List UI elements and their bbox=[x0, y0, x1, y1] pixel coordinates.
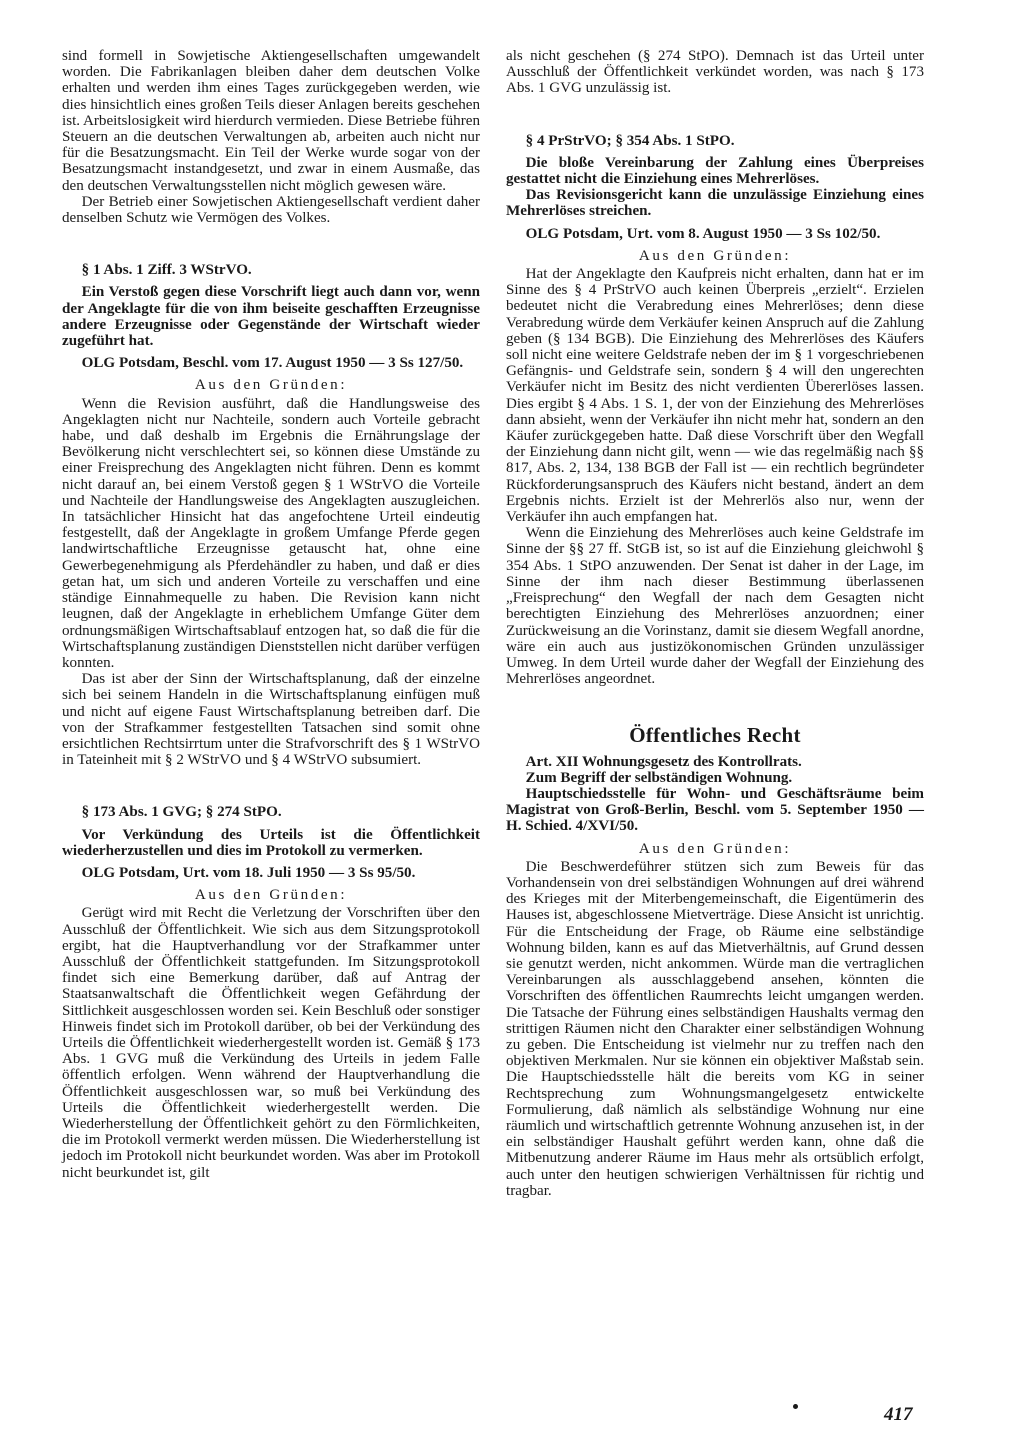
case-section bbox=[506, 133, 924, 688]
left-column bbox=[62, 48, 480, 1181]
statute-reference: § 1 Abs. 1 Ziff. 3 WStrVO. bbox=[81, 262, 252, 279]
continuation-paragraph: als nicht geschehen (§ 274 StPO). Demnach ist das Urteil unter Ausschluß der Öffentlichkeit verkündet worden, was nach § 173 Abs. 1 GVG unzulässig ist. bbox=[506, 48, 924, 97]
body-paragraph: Wenn die Revision ausführt, daß die Handlungsweise des Angeklagten nicht nur Nachteile, sondern auch Vorteile gebracht habe, und daß deshalb im Ergebnis die Ernährungslage der Bevölkerung nicht verschlechtert sei, so können diese Umstände zu einer Freisprechung des Angeklagten nicht führen. Denn es kommt nicht darauf an, bei einem Verstoß gegen § 1 WStrVO die Vorteile und Nachteile der Handlungsweise des Angeklagten auszugleichen. In tatsächlicher Hinsicht hat das angefochtene Urteil eindeutig festgestellt, daß der Angeklagte in großem Umfange Pferde gegen landwirtschaftliche Erzeugnisse getauscht hat, ohne eine Gewerbegenehmigung als Pferdehändler zu haben, und daß er dies getan hat, um sich und anderen Vorteile zu verschaffen und eine ständige Einnahmequelle zu haben. Die Revision kann nicht leugnen, daß der Angeklagte in erheblichem Umfange Güter dem ordnungsmäßigen Wirtschaftsablauf entzogen hat, so daß die für die Wirtschaftsplanung zuständigen Dienststellen nicht darüber verfügen konnten. bbox=[62, 395, 480, 671]
case-holding: Das Revisionsgericht kann die unzulässige Einziehung eines Mehrerlöses streichen. bbox=[506, 187, 924, 220]
statute-reference: § 4 PrStrVO; § 354 Abs. 1 StPO. bbox=[525, 132, 735, 149]
body-paragraph: Das ist aber der Sinn der Wirtschaftsplanung, daß der einzelne sich bei seinem Handeln in die Wirtschaftsplanung einfügen muß und nicht auf eigene Faust Wirtschaftsplanung betreiben darf. Die von der Strafkammer festgestellten Tatsachen sind somit ohne ersichtlichen Rechtsirrtum unter die Strafvorschrift des § 1 WStrVO in Tateinheit mit § 2 WStrVO und § 4 WStrVO subsumiert. bbox=[62, 671, 480, 769]
reasons-heading: Aus den Gründen: bbox=[638, 247, 792, 264]
statute-reference: Art. XII Wohnungsgesetz des Kontrollrats. bbox=[525, 753, 802, 770]
case-holding: Ein Verstoß gegen diese Vorschrift liegt auch dann vor, wenn der Angeklagte für die von ihm beiseite geschafften Erzeugnisse andere Erzeugnisse oder Gegenstände der Wirtschaft wieder zugeführt hat. bbox=[62, 284, 480, 350]
case-section bbox=[62, 804, 480, 1180]
case-section bbox=[506, 754, 924, 1199]
court-citation: OLG Potsdam, Beschl. vom 17. August 1950 — 3 Ss 127/50. bbox=[81, 355, 464, 372]
case-subject: Zum Begriff der selbständigen Wohnung. bbox=[525, 769, 793, 786]
statute-reference: § 173 Abs. 1 GVG; § 274 StPO. bbox=[81, 804, 282, 821]
reasons-heading: Aus den Gründen: bbox=[194, 887, 348, 904]
body-paragraph: Gerügt wird mit Recht die Verletzung der Vorschriften über den Ausschluß der Öffentlichkeit. Wie sich aus dem Sitzungsprotokoll ergibt, hat die Hauptverhandlung vor der Strafkammer unter Ausschluß der Öffentlichkeit stattgefunden. Im Sitzungsprotokoll findet sich eine Bemerkung darüber, daß auf Antrag der Staatsanwaltschaft die Öffentlichkeit wegen Gefährdung der Sittlichkeit ausgeschlossen worden sei. Kein Beschluß oder sonstiger Hinweis findet sich im Protokoll darüber, ob bei der Verkündung des Urteils die Öffentlichkeit wiederhergestellt worden ist. Gemäß § 173 Abs. 1 GVG muß die Verkündung des Urteils in jedem Falle öffentlich erfolgen. Wenn während der Hauptverhandlung die Öffentlichkeit ausgeschlossen war, so muß bei Verkündung des Urteils die Öffentlichkeit wiederhergestellt werden. Die Wiederherstellung der Öffentlichkeit gehört zu den Förmlichkeiten, die im Protokoll vermerkt werden müssen. Die Wiederherstellung ist jedoch im Protokoll nicht beurkundet worden. Was aber im Protokoll nicht beurkundet ist, gilt bbox=[62, 905, 480, 1181]
reasons-heading: Aus den Gründen: bbox=[638, 840, 792, 857]
reasons-heading: Aus den Gründen: bbox=[194, 377, 348, 394]
intro-paragraph: Der Betrieb einer Sowjetischen Aktiengesellschaft verdient daher denselben Schutz wie Vermögen des Volkes. bbox=[62, 193, 480, 227]
case-section bbox=[62, 262, 480, 768]
body-paragraph: Hat der Angeklagte den Kaufpreis nicht erhalten, dann hat er im Sinne des § 4 PrStrVO auch keinen Überpreis „erzielt“. Erzielen bedeutet nicht die Verabredung eines Mehrerlöses; denn diese Verabredung würde dem Verkäufer keinen Anspruch auf die Zahlung geben (§ 134 BGB). Die Einziehung des Mehrerlöses des Käufers soll nicht eine weitere Geldstrafe neben der im § 1 vorgeschriebenen Gefängnis- und Geldstrafe sein, sondern § 4 will den ungerechten Verkäufer nicht im Besitz des nicht verdienten Übererlöses lassen. Dies ergibt § 4 Abs. 1 S. 1, der von der Einziehung des Mehrerlöses dann absieht, wenn der Verkäufer ihn nicht mehr hat, sondern an den Käufer zurückgegeben hatte. Daß diese Vorschrift über den Wegfall der Einziehung dann nicht gilt, wenn — wie das regelmäßig nach §§ 817, Abs. 2, 134, 138 BGB der Fall ist — ein rechtlich begründeter Rückforderungsanspruch des Käufers nicht bestand, ändert an dem Ergebnis nichts. Erzielt ist der Mehrerlös also nur, wenn der Verkäufer ihn auch empfangen hat. bbox=[506, 266, 924, 526]
case-holding: Die bloße Vereinbarung der Zahlung eines Überpreises gestattet nicht die Einziehung eines Mehrerlöses. bbox=[506, 154, 924, 188]
court-citation: OLG Potsdam, Urt. vom 18. Juli 1950 — 3 Ss 95/50. bbox=[81, 864, 416, 881]
court-citation: OLG Potsdam, Urt. vom 8. August 1950 — 3 Ss 102/50. bbox=[525, 225, 881, 242]
body-paragraph: Die Beschwerdeführer stützen sich zum Beweis für das Vorhandensein von drei selbständigen Wohnungen auf drei während des Krieges mit der Miterbengemeinschaft, die Eigentümerin des Hauses ist, abgeschlossene Mietverträge. Diese Ansicht ist unrichtig. Für die Entscheidung der Frage, ob Räume eine selbständige Wohnung bilden, kann es auf das Mietverhältnis, auf Grund dessen sie genutzt werden, nicht ankommen. Würde man die vertraglichen Vereinbarungen als ausschlaggebend ansehen, könnten die Vorschriften des öffentlichen Raumrechts leicht umgangen werden. Die Tatsache der Führung eines selbständigen Haushalts vermag den strittigen Räumen nicht den Charakter einer selbständigen Wohnung zu geben. Die Entscheidung ist vielmehr nur zu treffen nach den objektiven Merkmalen. Nur sie können ein objektiver Maßstab sein. Die Hauptschiedsstelle hält die bereits vom KG in seiner Rechtsprechung zum Wohnungsmangelgesetz entwickelte Formulierung, daß nämlich als selbständige Wohnung nur eine räumlich und wirtschaftlich getrennte Wohnung anzusehen ist, in der ein selbständiger Haushalt geführt werden kann, ohne daß die Mitbenutzung anderer Räume im Haus mehr als ortsüblich erfolgt, auch unter den heutigen schwierigen Verhältnissen für richtig und tragbar. bbox=[506, 858, 924, 1199]
section-title: Öffentliches Recht bbox=[629, 723, 801, 748]
body-paragraph: Wenn die Einziehung des Mehrerlöses auch keine Geldstrafe im Sinne der §§ 27 ff. StGB ist, so ist auf die Einziehung gleichwohl § 354 Abs. 1 StPO anzuwenden. Der Senat ist daher in der Lage, im Sinne der ihm nach dieser Bestimmung überlassenen „Freisprechung“ den Wegfall der nach dem Gesagten nicht berechtigten Einziehung des Mehrerlöses anzuordnen; einer Zurückweisung an die Vorinstanz, damit sie diesem Wegfall anordne, wäre ein auch aus justizökonomischen Gründen unzulässiger Umweg. In dem Urteil wurde daher der Wegfall der Einziehung des Mehrerlöses angeordnet. bbox=[506, 525, 924, 688]
ink-dot bbox=[793, 1404, 798, 1409]
page-number: 417 bbox=[884, 1404, 913, 1425]
court-citation: Hauptschiedsstelle für Wohn- und Geschäftsräume beim Magistrat von Groß-Berlin, Beschl. vom 5. September 1950 — H. Schied. 4/XVI/50. bbox=[506, 785, 924, 835]
intro-paragraph: sind formell in Sowjetische Aktiengesellschaften umgewandelt worden. Die Fabrikanlagen bleiben daher dem deutschen Volke erhalten und werden ihm eines Tages zurückgegeben werden, wie dies hinsichtlich eines großen Teils dieser Anlagen bereits geschehen ist. Arbeitslosigkeit wird hierdurch vermieden. Diese Betriebe führen Steuern an die deutschen Verwaltungen ab, arbeiten auch nicht nur für die Besatzungsmacht. Ein Teil der Werke wurde sogar von der Besatzungsmacht instandgesetzt, und zwar in einem Ausmaße, das den deutschen Verwaltungsstellen nicht möglich gewesen wäre. bbox=[62, 48, 480, 194]
case-holding: Vor Verkündung des Urteils ist die Öffentlichkeit wiederherzustellen und dies im Protokoll zu vermerken. bbox=[62, 826, 480, 859]
right-column bbox=[506, 48, 924, 1199]
